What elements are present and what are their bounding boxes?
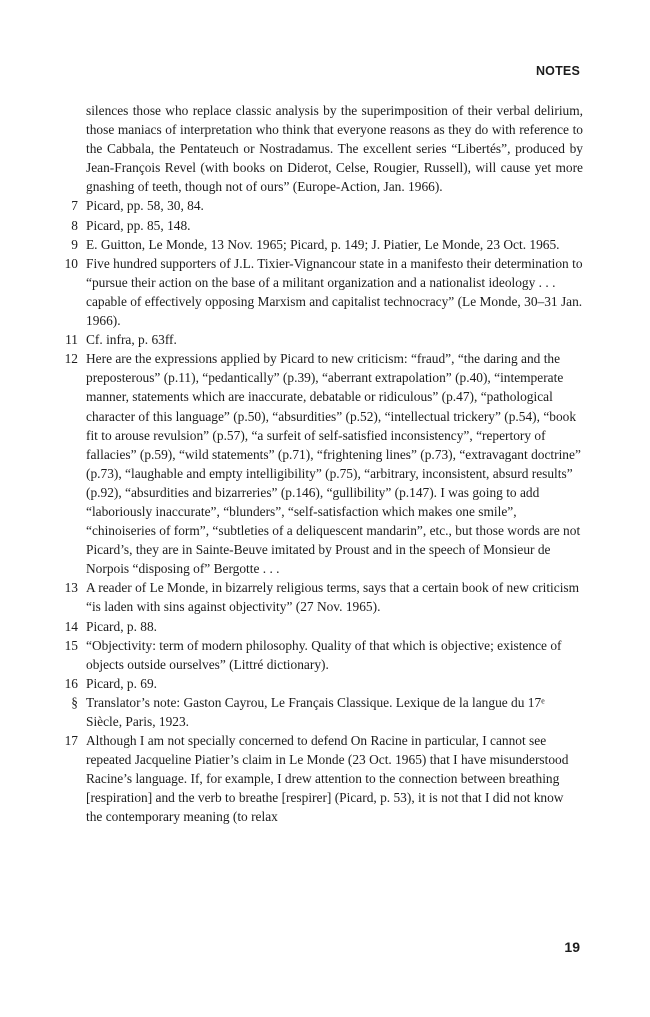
page-number: 19 xyxy=(564,939,580,955)
note-text: Picard, p. 88. xyxy=(86,618,158,634)
note-item xyxy=(36,254,583,330)
note-text: “Objectivity: term of modern philosophy. Quality of that which is objective; existence of objects outside ourselves” (Littré dictionary). xyxy=(86,637,562,672)
note-text: Here are the expressions applied by Picard to new criticism: “fraud”, “the daring and the preposterous” (p.11), “pedantically” (p.39), “aberrant extrapolation” (p.40), “intemperate manner, statements which are inaccurate, debatable or ridiculous” (p.47), “pathological character of this language” (p.50), “absurdities” (p.52), “intellectual trickery” (p.54), “book fit to arouse revulsion” (p.57), “a surfeit of self-satisfied inconsistency”, “repertory of fallacies” (p.59), “wild statements” (p.71), “frightening lines” (p.73), “extravagant doctrine” (p.73), “laughable and empty intelligibility” (p.75), “arbitrary, inconsistent, absurd results” (p.92), “absurdities and bizarreries” (p.146), “gullibility” (p.147). I was going to add “laboriously inaccurate”, “blunders”, “self-satisfaction which makes one smile”, “chinoiseries of form”, “subtleties of a deliquescent mandarin”, etc., but those words are not Picard’s, they are in Sainte-Beuve imitated by Proust and in the speech of Monsieur de Norpois “disposing of” Bergotte . . . xyxy=(86,351,581,577)
note-number: 17 xyxy=(64,733,78,749)
note-number: 10 xyxy=(64,255,78,271)
note-number: § xyxy=(71,694,78,710)
note-text: A reader of Le Monde, in bizarrely religious terms, says that a certain book of new criticism “is laden with sins against objectivity” (27 Nov. 1965). xyxy=(86,580,580,615)
note-number: 16 xyxy=(64,675,78,691)
note-item xyxy=(36,693,583,731)
note-text: Picard, pp. 85, 148. xyxy=(86,217,191,233)
note-list xyxy=(36,196,583,826)
note-continuation: silences those who replace classic analysis by the superimposition of their verbal delirium, those maniacs of interpretation who think that everyone reasons as they do with reference to the Cabbala, the Pentateuch or Nostradamus. The excellent series “Libertés”, produced by Jean-François Revel (with books on Diderot, Celse, Rougier, Russell), will cause yet more gnashing of teeth, though not of ours” (Europe-Action, Jan. 1966). xyxy=(86,103,583,195)
endnotes xyxy=(36,101,583,827)
running-head: NOTES xyxy=(535,64,580,78)
note-number: 15 xyxy=(64,637,78,653)
note-text: Picard, pp. 58, 30, 84. xyxy=(86,198,204,214)
note-item xyxy=(36,731,583,826)
note-item xyxy=(36,578,583,616)
note-text: Translator’s note: Gaston Cayrou, Le Français Classique. Lexique de la langue du 17ᵉ Siècle, Paris, 1923. xyxy=(86,694,545,729)
note-number: 11 xyxy=(65,332,78,348)
note-number: 9 xyxy=(71,236,78,252)
note-text: E. Guitton, Le Monde, 13 Nov. 1965; Picard, p. 149; J. Piatier, Le Monde, 23 Oct. 1965. xyxy=(86,236,560,252)
note-item xyxy=(36,235,583,254)
note-item xyxy=(36,617,583,636)
note-number: 12 xyxy=(64,351,78,367)
note-item xyxy=(36,196,583,215)
note-item xyxy=(36,330,583,349)
note-text: Picard, p. 69. xyxy=(86,675,158,691)
note-number: 7 xyxy=(71,198,78,214)
note-number: 8 xyxy=(71,217,78,233)
note-item xyxy=(36,636,583,674)
note-number: 13 xyxy=(64,580,78,596)
note-text: Cf. infra, p. 63ff. xyxy=(86,332,177,348)
note-number: 14 xyxy=(64,618,78,634)
note-item xyxy=(36,216,583,235)
note-item xyxy=(36,349,583,578)
note-text: Five hundred supporters of J.L. Tixier-Vignancour state in a manifesto their determination to “pursue their action on the base of a militant organization and a nationalist ideology . . . capable of effectively opposing Marxism and capitalist technocracy” (Le Monde, 30–31 Jan. 1966). xyxy=(86,255,583,329)
note-text: Although I am not specially concerned to defend On Racine in particular, I cannot see repeated Jacqueline Piatier’s claim in Le Monde (23 Oct. 1965) that I have misunderstood Racine’s language. If, for example, I drew attention to the connection between breathing [respiration] and the verb to breathe [respirer] (Picard, p. 53), it is not that I did not know the contemporary meaning (to relax xyxy=(86,733,569,825)
note-item xyxy=(36,674,583,693)
